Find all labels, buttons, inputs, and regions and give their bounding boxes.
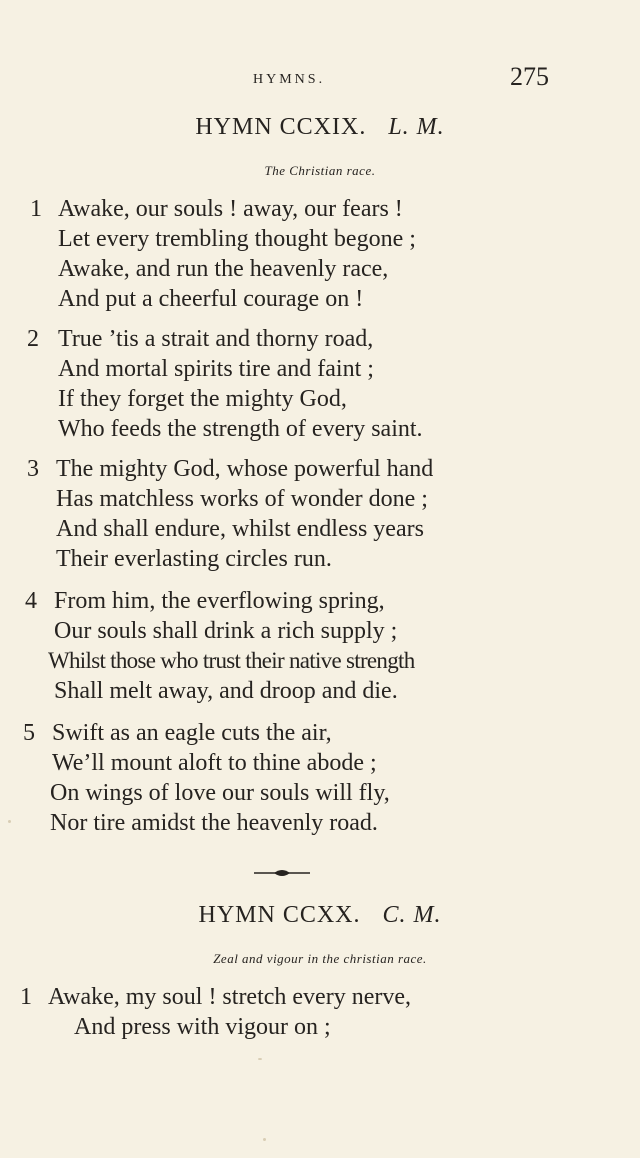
verse-line: Their everlasting circles run. [56, 546, 332, 572]
verse-line: And press with vigour on ; [74, 1014, 331, 1040]
verse-line: Nor tire amidst the heavenly road. [50, 810, 378, 836]
verse-line: From him, the everflowing spring, [54, 588, 385, 614]
hymn-title [0, 114, 640, 141]
verse-line: Shall melt away, and droop and die. [54, 678, 398, 704]
verse-line: True ’tis a strait and thorny road, [58, 326, 374, 352]
hymn-number: HYMN CCXIX. [195, 114, 367, 140]
verse-line: On wings of love our souls will fly, [50, 780, 390, 806]
page-number: 275 [510, 62, 549, 91]
hymn-title [0, 902, 640, 929]
verse-line: And shall endure, whilst endless years [56, 516, 424, 542]
stanza-number: 1 [20, 984, 32, 1010]
stanza-number: 5 [23, 720, 35, 746]
hymn-meter: C. M. [382, 902, 442, 928]
hymn-subtitle: The Christian race. [264, 163, 376, 178]
verse-line: The mighty God, whose powerful hand [56, 456, 434, 482]
paper-speck [258, 1058, 262, 1060]
verse-line: Swift as an eagle cuts the air, [52, 720, 332, 746]
hymn-number: HYMN CCXX. [198, 902, 361, 928]
verse-line: We’ll mount aloft to thine abode ; [52, 750, 377, 776]
verse-line: Our souls shall drink a rich supply ; [54, 618, 398, 644]
ornament-divider [252, 863, 312, 883]
verse-line: Let every trembling thought begone ; [58, 226, 416, 252]
hymn-meter: L. M. [388, 114, 445, 140]
verse-line: Awake, and run the heavenly race, [58, 256, 389, 282]
verse-line: Awake, my soul ! stretch every nerve, [48, 984, 411, 1010]
verse-line: Awake, our souls ! away, our fears ! [58, 196, 403, 222]
running-head: HYMNS. [253, 72, 326, 87]
verse-line: And mortal spirits tire and faint ; [58, 356, 374, 382]
verse-line: Whilst those who trust their native strength [48, 648, 415, 673]
hymn-subtitle: Zeal and vigour in the christian race. [213, 951, 427, 966]
stanza-number: 2 [27, 326, 39, 352]
stanza-number: 4 [25, 588, 37, 614]
verse-line: Has matchless works of wonder done ; [56, 486, 428, 512]
verse-line: Who feeds the strength of every saint. [58, 416, 423, 442]
paper-speck [8, 820, 11, 823]
stanza-number: 3 [27, 456, 39, 482]
paper-speck [263, 1138, 266, 1141]
stanza-number: 1 [30, 196, 42, 222]
verse-line: And put a cheerful courage on ! [58, 286, 364, 312]
verse-line: If they forget the mighty God, [58, 386, 347, 412]
